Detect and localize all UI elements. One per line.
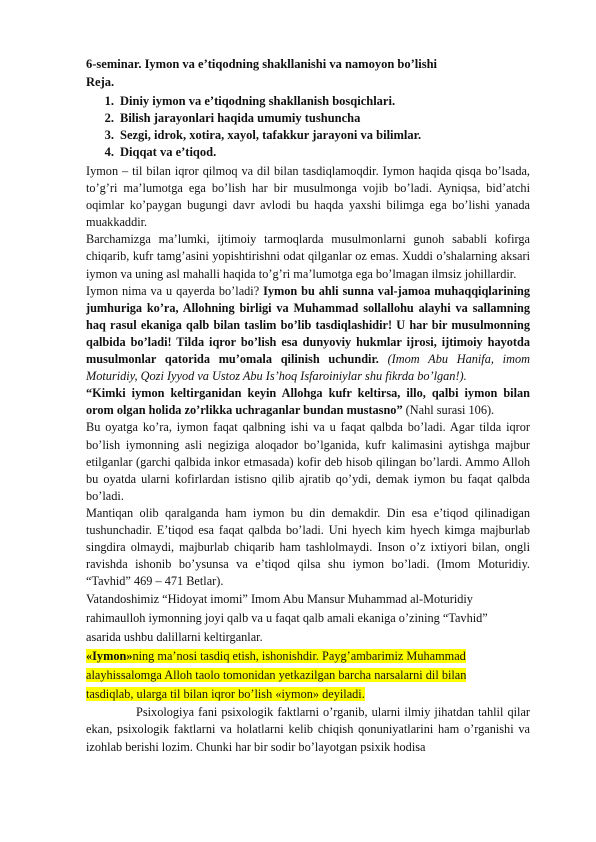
paragraph-quran-quote: “Kimki iymon keltirganidan keyin Allohga kufr keltirsa, illo, qalbi iymon bilan orom olgan holida zo’rlikka uchraganlar bundan mustasno” (Nahl surasi 106).: [86, 386, 530, 418]
article-body: [86, 163, 530, 756]
paragraph-verse-explanation: Bu oyatga ko’ra, iymon faqat qalbning ishi va u faqat qalbda bo’ladi. Agar tilda iqror bo’lish iymonning asli negiziga aloqador bo’lganida, kufr kalimasini aytishga majbur etilganlar (garchi qalbida inkor etmasada) kofir deb hisob qilingan bo’lardi. Ammo Alloh bu oyatda ularni kofirlardan istisno qilib ajratib qo’ydi, demak iymon bu faqat qalbda bo’ladi.: [86, 420, 530, 503]
paragraph-iymon-meaning-highlighted: «Iymon»ning ma’nosi tasdiq etish, ishonishdir. Payg’ambarimiz Muhammad alayhissalomga Alloh taolo tomonidan yetkazilgan barcha narsalarni dil bilan tasdiqlab, ularga til bilan iqror bo’lish «iymon» deyiladi.: [86, 649, 467, 702]
paragraph-iymon-location: Iymon nima va u qayerda bo’ladi? Iymon bu ahli sunna val-jamoa muhaqqiqlarining jumhuriga ko’ra, Allohning birligi va Muhammad sollallohu alayhi va sallamning haq rasul ekaniga qalb bilan taslim bo’lib tasdiqlashidir! U har bir musulmonning qalbida bo’ladi! Tilda iqror bo’lish esa dunyoviy hukmlar ijrosi, ijtimoiy hayotda musulmonlar qatorida mu’omala qilinish uchundir. (Imom Abu Hanifa, imom Moturidiy, Qozi Iyyod va Ustoz Abu Is’hoq Isfaroiniylar shu fikrda bo’lgan!).: [86, 283, 530, 384]
plan-item: 2. Bilish jarayonlari haqida umumiy tushuncha: [104, 111, 361, 125]
plan-list: [86, 93, 421, 161]
plan-heading: Reja.: [86, 75, 115, 89]
plan-item: 4. Diqqat va e’tiqod.: [104, 145, 217, 159]
paragraph-logic: Mantiqan olib qaralganda ham iymon bu din demakdir. Din esa e’tiqod qilinadigan tushunchadir. E’tiqod esa faqat qalbda bo’ladi. Uni hyech kim hyech kimga majburlab singdira olmaydi, majburlab chiqarib ham tashlolmaydi. Inson o’z ixtiyori bilan, ongli ravishda ishonib bo’ysunsa va e’tiqod qilsa shu iymon bo’ladi. (Imom Moturidiy. “Tavhid” 469 – 471 Betlar).: [86, 505, 530, 589]
page-title: 6-seminar. Iymon va e’tiqodning shakllanishi va namoyon bo’lishi: [86, 57, 438, 71]
highlighted-term: «Iymon»: [86, 649, 133, 664]
paragraph-moturidiy: Vatandoshimiz “Hidoyat imomi” Imom Abu Mansur Muhammad al-Moturidiy rahimaulloh iymonning joyi qalb va u faqat qalb amali ekaniga o’zining “Tavhid” asarida ushbu dalillarni keltirganlar.: [86, 592, 488, 645]
paragraph-psychology: Psixologiya fani psixologik faktlarni o’rganib, ularni ilmiy jihatdan tahlil qilar ekan, psixologik faktlarni va holatlarni kelib chiqish qonuniyatlarini ham o’rganishi va izohlab berishi lozim. Chunki har bir sodir bo’layotgan psixik hodisa: [86, 705, 530, 754]
plan-item: 3. Sezgi, idrok, xotira, xayol, tafakkur jarayoni va bilimlar.: [104, 128, 422, 142]
paragraph-social-networks: Barchamizga ma’lumki, ijtimoiy tarmoqlarda musulmonlarni gunoh sababli kofirga chiqarib, kufr tamg’asini yopishtirishni odat qilganlar oz emas. Xuddi o’shalarning aksari iymon va uning asl mahalli haqida to’g’ri ma’lumotga ega bo’lmagan ilmsiz johillardir.: [86, 232, 530, 281]
plan-item: 1. Diniy iymon va e’tiqodning shakllanish bosqichlari.: [104, 94, 396, 108]
paragraph-iymon-definition: Iymon – til bilan iqror qilmoq va dil bilan tasdiqlamoqdir. Iymon haqida qisqa bo’lsada, to’g’ri ma’lumotga ega bo’lish har bir musulmonga vojib bo’ladi. Ayniqsa, bid’atchi oqimlar ko’paygan bugungi davr avlodi bu haqda yaxshi bilimga ega bo’lishi yanada muakkaddir.: [86, 164, 530, 230]
